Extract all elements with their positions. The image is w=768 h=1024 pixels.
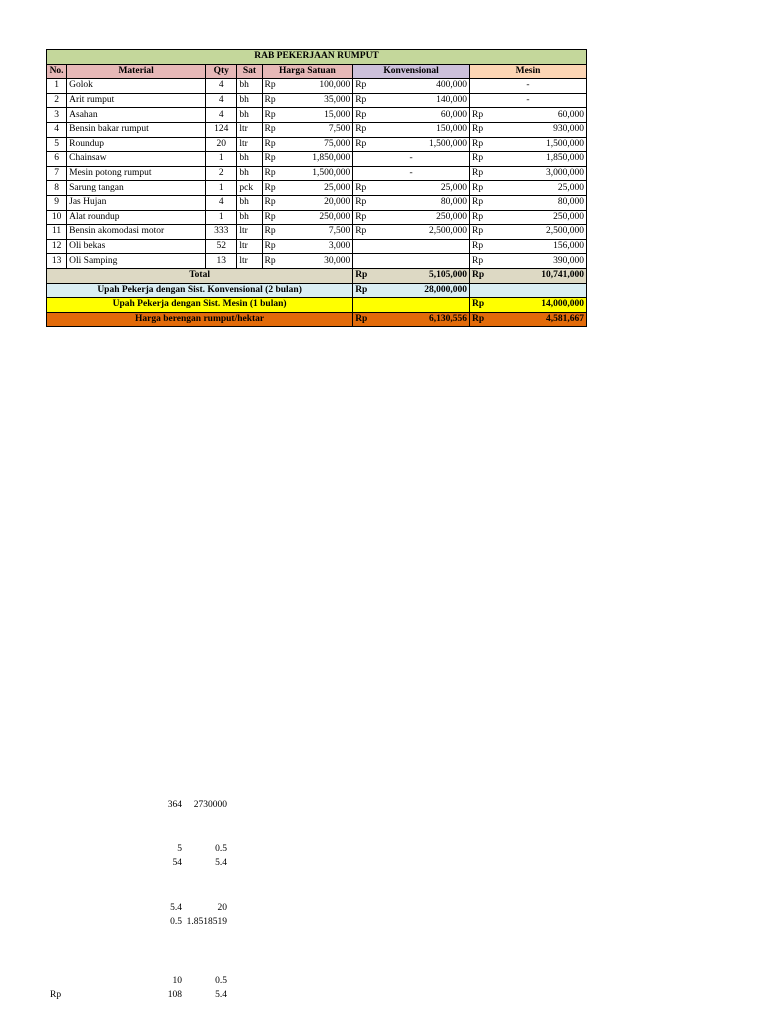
cell-material: Arit rumput (67, 93, 206, 108)
cell-sat: bh (237, 93, 262, 108)
cell-mesin: Rp 250,000 (470, 210, 587, 225)
cell-mesin: Rp 25,000 (470, 181, 587, 196)
cell-harga-satuan: Rp 1,850,000 (262, 152, 353, 167)
cell-no: 6 (47, 152, 67, 167)
cell-konvensional: Rp 2,500,000 (353, 225, 470, 240)
upah-mesin-label: Upah Pekerja dengan Sist. Mesin (1 bulan) (47, 298, 353, 313)
cell-material: Bensin akomodasi motor (67, 225, 206, 240)
cell-mesin: Rp 390,000 (470, 254, 587, 269)
cell-material: Sarung tangan (67, 181, 206, 196)
cell-harga-satuan: Rp 75,000 (262, 137, 353, 152)
cell-no: 10 (47, 210, 67, 225)
calc-d1: 10 (172, 976, 182, 986)
cell-sat: bh (237, 210, 262, 225)
cell-material: Jas Hujan (67, 195, 206, 210)
calc-a2: 2730000 (193, 800, 227, 810)
cell-konvensional: Rp 25,000 (353, 181, 470, 196)
cell-qty: 20 (206, 137, 237, 152)
cell-harga-satuan: Rp 15,000 (262, 108, 353, 123)
cell-qty: 4 (206, 93, 237, 108)
cell-mesin: Rp 80,000 (470, 195, 587, 210)
cell-konvensional: Rp 60,000 (353, 108, 470, 123)
cell-no: 13 (47, 254, 67, 269)
header-no: No. (47, 64, 67, 79)
harga-label: Harga berengan rumput/hektar (47, 312, 353, 327)
cell-harga-satuan: Rp 3,000 (262, 239, 353, 254)
cell-sat: ltr (237, 122, 262, 137)
calc-c4: 1.8518519 (186, 917, 227, 927)
calc-a1: 364 (167, 800, 182, 810)
cell-no: 5 (47, 137, 67, 152)
upah-konvensional-label: Upah Pekerja dengan Sist. Konvensional (2 bulan) (47, 283, 353, 298)
cell-qty: 333 (206, 225, 237, 240)
cell-no: 8 (47, 181, 67, 196)
cell-konvensional: Rp 140,000 (353, 93, 470, 108)
cell-mesin: Rp 3,000,000 (470, 166, 587, 181)
cell-no: 12 (47, 239, 67, 254)
cell-qty: 13 (206, 254, 237, 269)
cell-sat: pck (237, 181, 262, 196)
calc-c3: 0.5 (170, 917, 182, 927)
cell-sat: bh (237, 195, 262, 210)
cell-mesin: Rp 156,000 (470, 239, 587, 254)
harga-konvensional: Rp 6,130,556 (353, 312, 470, 327)
cell-sat: ltr (237, 254, 262, 269)
header-qty: Qty (206, 64, 237, 79)
cell-harga-satuan: Rp 7,500 (262, 122, 353, 137)
cell-no: 3 (47, 108, 67, 123)
calc-b4: 5.4 (215, 858, 227, 868)
cell-konvensional: Rp 150,000 (353, 122, 470, 137)
calc-c1: 5.4 (170, 903, 182, 913)
cell-sat: ltr (237, 225, 262, 240)
cell-harga-satuan: Rp 35,000 (262, 93, 353, 108)
cell-qty: 52 (206, 239, 237, 254)
cell-sat: bh (237, 79, 262, 94)
upah-mesin-value: Rp 14,000,000 (470, 298, 587, 313)
cell-konvensional: Rp 80,000 (353, 195, 470, 210)
cell-harga-satuan: Rp 100,000 (262, 79, 353, 94)
cell-sat: ltr (237, 137, 262, 152)
cell-harga-satuan: Rp 30,000 (262, 254, 353, 269)
cell-harga-satuan: Rp 20,000 (262, 195, 353, 210)
cell-material: Bensin bakar rumput (67, 122, 206, 137)
cell-konvensional: Rp 1,500,000 (353, 137, 470, 152)
cell-mesin: Rp 1,500,000 (470, 137, 587, 152)
cell-material: Asahan (67, 108, 206, 123)
calc-b2: 0.5 (215, 844, 227, 854)
cell-sat: bh (237, 152, 262, 167)
cell-qty: 4 (206, 79, 237, 94)
total-mesin: Rp 10,741,000 (470, 268, 587, 283)
cell-mesin: Rp 1,850,000 (470, 152, 587, 167)
harga-mesin: Rp 4,581,667 (470, 312, 587, 327)
cell-material: Chainsaw (67, 152, 206, 167)
cell-material: Roundup (67, 137, 206, 152)
cell-sat: bh (237, 166, 262, 181)
header-mesin: Mesin (470, 64, 587, 79)
cell-mesin: - (470, 79, 587, 94)
calc-b3: 54 (172, 858, 182, 868)
cell-qty: 1 (206, 152, 237, 167)
cell-mesin: - (470, 93, 587, 108)
cell-qty: 1 (206, 210, 237, 225)
total-konvensional: Rp 5,105,000 (353, 268, 470, 283)
cell-mesin: Rp 60,000 (470, 108, 587, 123)
calc-d0: Rp (50, 990, 62, 1000)
cell-harga-satuan: Rp 25,000 (262, 181, 353, 196)
cell-harga-satuan: Rp 1,500,000 (262, 166, 353, 181)
header-sat: Sat (237, 64, 262, 79)
cell-konvensional: Rp 250,000 (353, 210, 470, 225)
cell-no: 1 (47, 79, 67, 94)
cell-qty: 124 (206, 122, 237, 137)
cell-sat: ltr (237, 239, 262, 254)
cell-no: 7 (47, 166, 67, 181)
calc-d4: 5.4 (215, 990, 227, 1000)
cell-konvensional: Rp 400,000 (353, 79, 470, 94)
cell-qty: 4 (206, 108, 237, 123)
calc-d3: 108 (167, 990, 182, 1000)
calc-c2: 20 (217, 903, 227, 913)
cell-no: 4 (47, 122, 67, 137)
cell-material: Mesin potong rumput (67, 166, 206, 181)
cell-mesin: Rp 930,000 (470, 122, 587, 137)
cell-qty: 4 (206, 195, 237, 210)
calc-b1: 5 (177, 844, 182, 854)
cell-konvensional: - (353, 152, 470, 167)
cell-harga-satuan: Rp 250,000 (262, 210, 353, 225)
header-harga-satuan: Harga Satuan (262, 64, 353, 79)
cell-material: Oli Samping (67, 254, 206, 269)
cell-qty: 2 (206, 166, 237, 181)
cell-no: 11 (47, 225, 67, 240)
cell-qty: 1 (206, 181, 237, 196)
cell-no: 9 (47, 195, 67, 210)
header-konvensional: Konvensional (353, 64, 470, 79)
cell-material: Alat roundup (67, 210, 206, 225)
cell-mesin: Rp 2,500,000 (470, 225, 587, 240)
cell-harga-satuan: Rp 7,500 (262, 225, 353, 240)
cell-material: Oli bekas (67, 239, 206, 254)
cell-konvensional: - (353, 166, 470, 181)
upah-konvensional-value: Rp 28,000,000 (353, 283, 470, 298)
cell-no: 2 (47, 93, 67, 108)
table-title: RAB PEKERJAAN RUMPUT (47, 50, 587, 65)
total-label: Total (47, 268, 353, 283)
header-material: Material (67, 64, 206, 79)
cell-sat: bh (237, 108, 262, 123)
calc-d2: 0.5 (215, 976, 227, 986)
cell-material: Golok (67, 79, 206, 94)
